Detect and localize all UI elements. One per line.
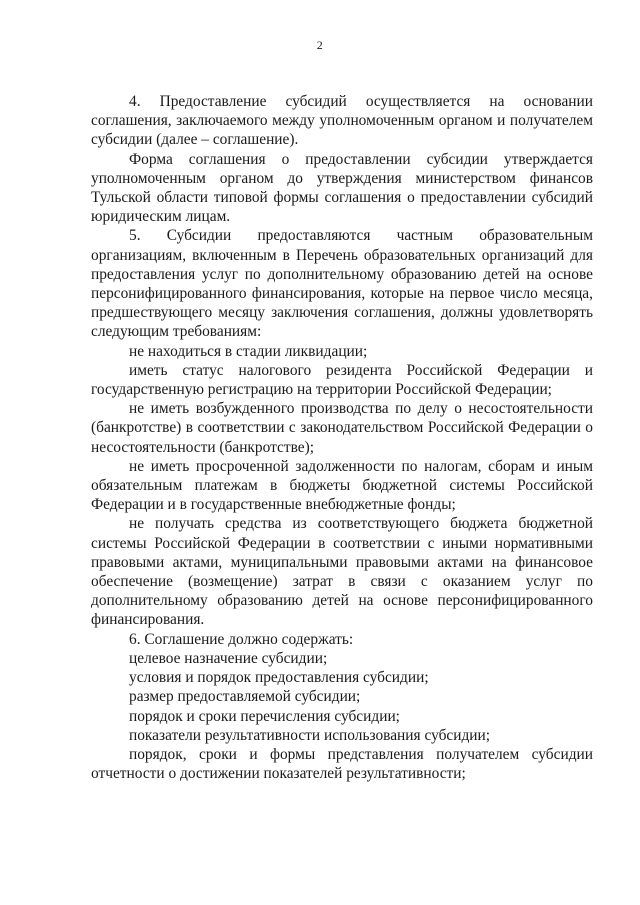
- document-body: [91, 92, 593, 783]
- contents-item-transfer-terms: порядок и сроки перечисления субсидии;: [129, 707, 400, 725]
- requirement-tax-resident: иметь статус налогового резидента Российской Федерации и государственную регистрацию на территории Российской Федерации;: [91, 361, 593, 399]
- paragraph-agreement-form: Форма соглашения о предоставлении субсидии утверждается уполномоченным органом до утверждения министерством финансов Тульской области типовой формы соглашения о предоставлении субсидий юридическим лицам.: [91, 150, 593, 226]
- contents-item-performance-indicators: показатели результативности использования субсидии;: [129, 726, 491, 744]
- requirement-no-other-funding: не получать средства из соответствующего бюджета бюджетной системы Российской Федерации в соответствии с иными нормативными правовыми актами, муниципальными правовыми актами на финансовое обеспечение (возмещение) затрат в связи с оказанием услуг по дополнительному образованию детей на основе персонифицированного финансирования.: [91, 515, 593, 629]
- contents-item-purpose: целевое назначение субсидии;: [129, 649, 328, 667]
- paragraph-4-provision-basis: 4. Предоставление субсидий осуществляется на основании соглашения, заключаемого между уполномоченным органом и получателем субсидии (далее – соглашение).: [91, 93, 593, 149]
- requirement-no-tax-debt: не иметь просроченной задолженности по налогам, сборам и иным обязательным платежам в бюджеты бюджетной системы Российской Федерации и в государственные внебюджетные фонды;: [91, 457, 593, 514]
- contents-item-conditions: условия и порядок предоставления субсидии;: [129, 669, 429, 687]
- page-number: 2: [316, 38, 324, 52]
- paragraph-5-recipients: 5. Субсидии предоставляются частным образовательным организациям, включенным в Перечень образовательных организаций для предоставления услуг по дополнительному образованию детей на основе персонифицированного финансирования, которые на первое число месяца, предшествующего месяцу заключения соглашения, должны удовлетворять следующим требованиям:: [91, 227, 593, 341]
- contents-item-reporting: порядок, сроки и формы представления получателем субсидии отчетности о достижении показателей результативности;: [91, 745, 593, 783]
- contents-item-amount: размер предоставляемой субсидии;: [129, 688, 361, 706]
- requirement-no-liquidation: не находиться в стадии ликвидации;: [129, 342, 368, 360]
- paragraph-6-agreement-contents: 6. Соглашение должно содержать:: [129, 630, 354, 648]
- requirement-no-bankruptcy: не иметь возбужденного производства по делу о несостоятельности (банкротстве) в соответствии с законодательством Российской Федерации о несостоятельности (банкротстве);: [91, 400, 593, 456]
